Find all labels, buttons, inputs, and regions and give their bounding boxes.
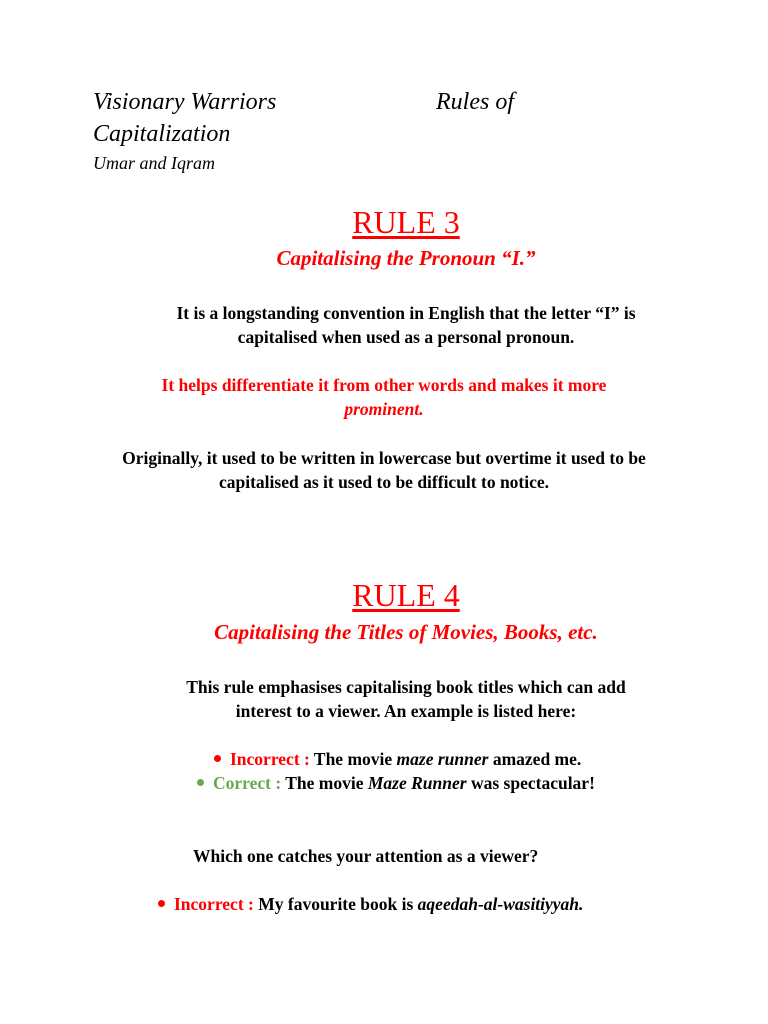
rule4-subtitle: Capitalising the Titles of Movies, Books, etc. [214,620,598,644]
bullet-icon [197,779,204,786]
example-label: Correct : [213,773,282,793]
rule3-para3-line1: Originally, it used to be written in lowercase but overtime it used to be [122,448,646,468]
rule3-section [22,203,768,241]
rule3-title: RULE 3 [352,204,460,240]
rule3-para3-line2: capitalised as it used to be difficult to notice. [218,472,550,492]
example-title: maze runner [396,749,489,769]
rule4-question: Which one catches your attention as a viewer? [193,846,539,866]
rule4-title: RULE 4 [352,577,460,613]
example-incorrect-book [158,892,583,916]
rule3-para1-line2: capitalised when used as a personal pronoun. [237,327,575,347]
example-correct-movie [197,771,595,795]
example-text-before: My favourite book is [258,894,414,914]
example-text-before: The movie [285,773,364,793]
rule4-section [22,576,768,614]
team-name: Visionary Warriors [93,89,277,115]
example-label: Incorrect : [230,749,310,769]
example-text-after: was spectacular! [470,773,595,793]
example-text-before: The movie [313,749,393,769]
example-text-after: amazed me. [492,749,582,769]
rule3-subtitle: Capitalising the Pronoun “I.” [276,246,536,270]
bullet-icon [158,900,165,907]
rule3-para2-line1: It helps differentiate it from other words and makes it more [161,375,607,395]
bullet-icon [214,755,221,762]
rule4-para1-line2: interest to a viewer. An example is listed here: [235,701,577,721]
rule3-para1-line1: It is a longstanding convention in English that the letter “I” is [176,303,636,323]
topic-title-part1: Rules of [436,89,514,115]
example-title: aqeedah-al-wasitiyyah. [417,894,584,914]
authors: Umar and Iqram [93,153,216,173]
example-incorrect-movie [214,747,581,771]
rule3-para2-line2: prominent. [344,399,424,419]
topic-title-part2: Capitalization [93,121,231,147]
example-title: Maze Runner [367,773,467,793]
rule4-para1-line1: This rule emphasises capitalising book titles which can add [186,677,626,697]
example-label: Incorrect : [174,894,254,914]
